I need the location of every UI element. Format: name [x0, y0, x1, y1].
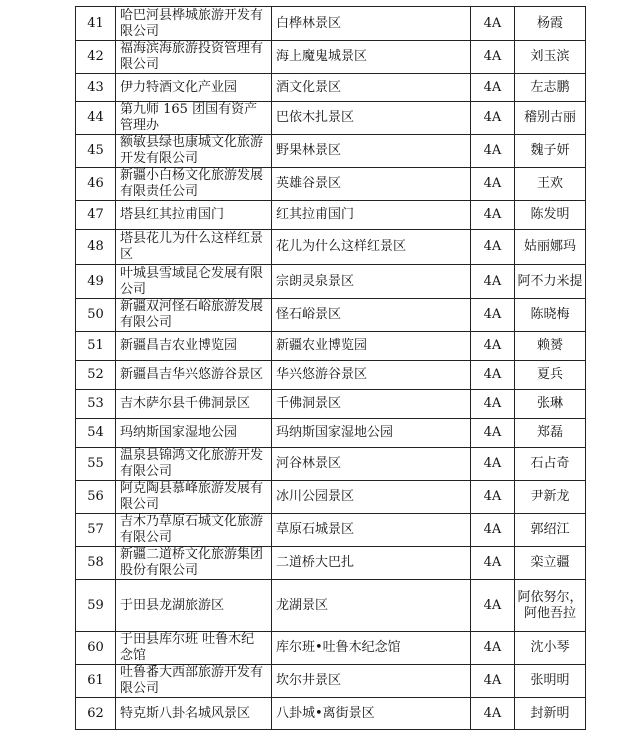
table-row	[76, 74, 586, 102]
row-number: 54	[76, 419, 116, 448]
scenic-spot-name: 英雄谷景区	[272, 168, 471, 201]
management-unit: 叶城县雪域昆仑发展有限公司	[116, 265, 272, 299]
row-number: 51	[76, 332, 116, 361]
row-number: 52	[76, 361, 116, 390]
table-row	[76, 7, 586, 41]
grade-level: 4A	[471, 419, 515, 448]
grade-level: 4A	[471, 135, 515, 168]
table-row	[76, 419, 586, 448]
scenic-spot-table	[75, 6, 586, 730]
management-unit: 于田县龙湖旅游区	[116, 580, 272, 632]
grade-level: 4A	[471, 580, 515, 632]
row-number: 41	[76, 7, 116, 41]
table-row	[76, 514, 586, 547]
management-unit: 特克斯八卦名城风景区	[116, 698, 272, 730]
management-unit: 温泉县锦鸿文化旅游开发有限公司	[116, 448, 272, 481]
table-row	[76, 265, 586, 299]
contact-person: 姑丽娜玛	[515, 230, 586, 265]
management-unit: 新疆二道桥文化旅游集团股份有限公司	[116, 547, 272, 580]
row-number: 49	[76, 265, 116, 299]
grade-level: 4A	[471, 547, 515, 580]
table-row	[76, 481, 586, 514]
contact-person: 张明明	[515, 665, 586, 698]
table-row	[76, 632, 586, 665]
management-unit: 额敏县绿也康城文化旅游开发有限公司	[116, 135, 272, 168]
table-row	[76, 102, 586, 135]
scenic-spot-name: 宗朗灵泉景区	[272, 265, 471, 299]
table-row	[76, 665, 586, 698]
row-number: 50	[76, 299, 116, 332]
contact-person: 栾立疆	[515, 547, 586, 580]
management-unit: 塔县红其拉甫国门	[116, 201, 272, 230]
scenic-spot-name: 河谷林景区	[272, 448, 471, 481]
contact-person: 陈晓梅	[515, 299, 586, 332]
scenic-spot-name: 龙湖景区	[272, 580, 471, 632]
contact-person: 刘玉滨	[515, 41, 586, 74]
scenic-spot-name: 白桦林景区	[272, 7, 471, 41]
scenic-spot-name: 酒文化景区	[272, 74, 471, 102]
table-row	[76, 361, 586, 390]
grade-level: 4A	[471, 448, 515, 481]
table-row	[76, 201, 586, 230]
management-unit: 新疆双河怪石峪旅游发展有限公司	[116, 299, 272, 332]
grade-level: 4A	[471, 201, 515, 230]
contact-person: 左志鹏	[515, 74, 586, 102]
management-unit: 新疆昌吉农业博览园	[116, 332, 272, 361]
row-number: 59	[76, 580, 116, 632]
row-number: 56	[76, 481, 116, 514]
table-row	[76, 580, 586, 632]
row-number: 42	[76, 41, 116, 74]
contact-person: 封新明	[515, 698, 586, 730]
table-row	[76, 41, 586, 74]
grade-level: 4A	[471, 7, 515, 41]
contact-person: 魏子妍	[515, 135, 586, 168]
scenic-spot-name: 坎尔井景区	[272, 665, 471, 698]
table-row	[76, 230, 586, 265]
table-row	[76, 168, 586, 201]
management-unit: 阿克陶县慕峰旅游发展有限公司	[116, 481, 272, 514]
table-row	[76, 547, 586, 580]
row-number: 61	[76, 665, 116, 698]
contact-person: 王欢	[515, 168, 586, 201]
management-unit: 于田县库尔班 吐鲁木纪念馆	[116, 632, 272, 665]
grade-level: 4A	[471, 230, 515, 265]
grade-level: 4A	[471, 698, 515, 730]
contact-person: 郭绍江	[515, 514, 586, 547]
scenic-spot-name: 二道桥大巴扎	[272, 547, 471, 580]
contact-person: 夏兵	[515, 361, 586, 390]
management-unit: 伊力特酒文化产业园	[116, 74, 272, 102]
row-number: 62	[76, 698, 116, 730]
scenic-spot-name: 新疆农业博览园	[272, 332, 471, 361]
scenic-spot-name: 红其拉甫国门	[272, 201, 471, 230]
scenic-spot-name: 千佛洞景区	[272, 390, 471, 419]
grade-level: 4A	[471, 299, 515, 332]
row-number: 57	[76, 514, 116, 547]
table-row	[76, 299, 586, 332]
grade-level: 4A	[471, 332, 515, 361]
table-row	[76, 332, 586, 361]
management-unit: 塔县花儿为什么这样红景区	[116, 230, 272, 265]
row-number: 45	[76, 135, 116, 168]
management-unit: 新疆小白杨文化旅游发展有限责任公司	[116, 168, 272, 201]
contact-person: 稽别古丽	[515, 102, 586, 135]
management-unit: 吉木乃草原石城文化旅游有限公司	[116, 514, 272, 547]
grade-level: 4A	[471, 481, 515, 514]
grade-level: 4A	[471, 168, 515, 201]
management-unit: 吉木萨尔县千佛洞景区	[116, 390, 272, 419]
scenic-spot-name: 野果林景区	[272, 135, 471, 168]
row-number: 58	[76, 547, 116, 580]
contact-person: 石占奇	[515, 448, 586, 481]
scenic-spot-name: 华兴悠游谷景区	[272, 361, 471, 390]
table-row	[76, 135, 586, 168]
contact-person: 赖赟	[515, 332, 586, 361]
row-number: 43	[76, 74, 116, 102]
row-number: 55	[76, 448, 116, 481]
contact-person: 杨霞	[515, 7, 586, 41]
grade-level: 4A	[471, 514, 515, 547]
contact-person: 郑磊	[515, 419, 586, 448]
scenic-spot-name: 巴依木扎景区	[272, 102, 471, 135]
scenic-spot-name: 草原石城景区	[272, 514, 471, 547]
contact-person: 阿依努尔，阿他吾拉	[515, 580, 586, 632]
grade-level: 4A	[471, 102, 515, 135]
management-unit: 第九师 165 团国有资产管理办	[116, 102, 272, 135]
row-number: 53	[76, 390, 116, 419]
table-body	[76, 7, 586, 730]
scenic-spot-name: 玛纳斯国家湿地公园	[272, 419, 471, 448]
contact-person: 尹新龙	[515, 481, 586, 514]
scenic-spot-name: 库尔班•吐鲁木纪念馆	[272, 632, 471, 665]
grade-level: 4A	[471, 265, 515, 299]
row-number: 46	[76, 168, 116, 201]
scenic-spot-name: 冰川公园景区	[272, 481, 471, 514]
row-number: 44	[76, 102, 116, 135]
grade-level: 4A	[471, 74, 515, 102]
grade-level: 4A	[471, 41, 515, 74]
management-unit: 玛纳斯国家湿地公园	[116, 419, 272, 448]
contact-person: 阿不力米提	[515, 265, 586, 299]
scenic-spot-name: 海上魔鬼城景区	[272, 41, 471, 74]
grade-level: 4A	[471, 632, 515, 665]
management-unit: 新疆昌吉华兴悠游谷景区	[116, 361, 272, 390]
table-row	[76, 448, 586, 481]
grade-level: 4A	[471, 361, 515, 390]
row-number: 48	[76, 230, 116, 265]
contact-person: 张琳	[515, 390, 586, 419]
contact-person: 陈发明	[515, 201, 586, 230]
management-unit: 哈巴河县桦城旅游开发有限公司	[116, 7, 272, 41]
scenic-spot-name: 八卦城•离街景区	[272, 698, 471, 730]
grade-level: 4A	[471, 390, 515, 419]
table-row	[76, 698, 586, 730]
scenic-spot-name: 花儿为什么这样红景区	[272, 230, 471, 265]
row-number: 47	[76, 201, 116, 230]
contact-person: 沈小琴	[515, 632, 586, 665]
row-number: 60	[76, 632, 116, 665]
scenic-spot-name: 怪石峪景区	[272, 299, 471, 332]
grade-level: 4A	[471, 665, 515, 698]
table-row	[76, 390, 586, 419]
management-unit: 吐鲁番大西部旅游开发有限公司	[116, 665, 272, 698]
management-unit: 福海滨海旅游投资管理有限公司	[116, 41, 272, 74]
